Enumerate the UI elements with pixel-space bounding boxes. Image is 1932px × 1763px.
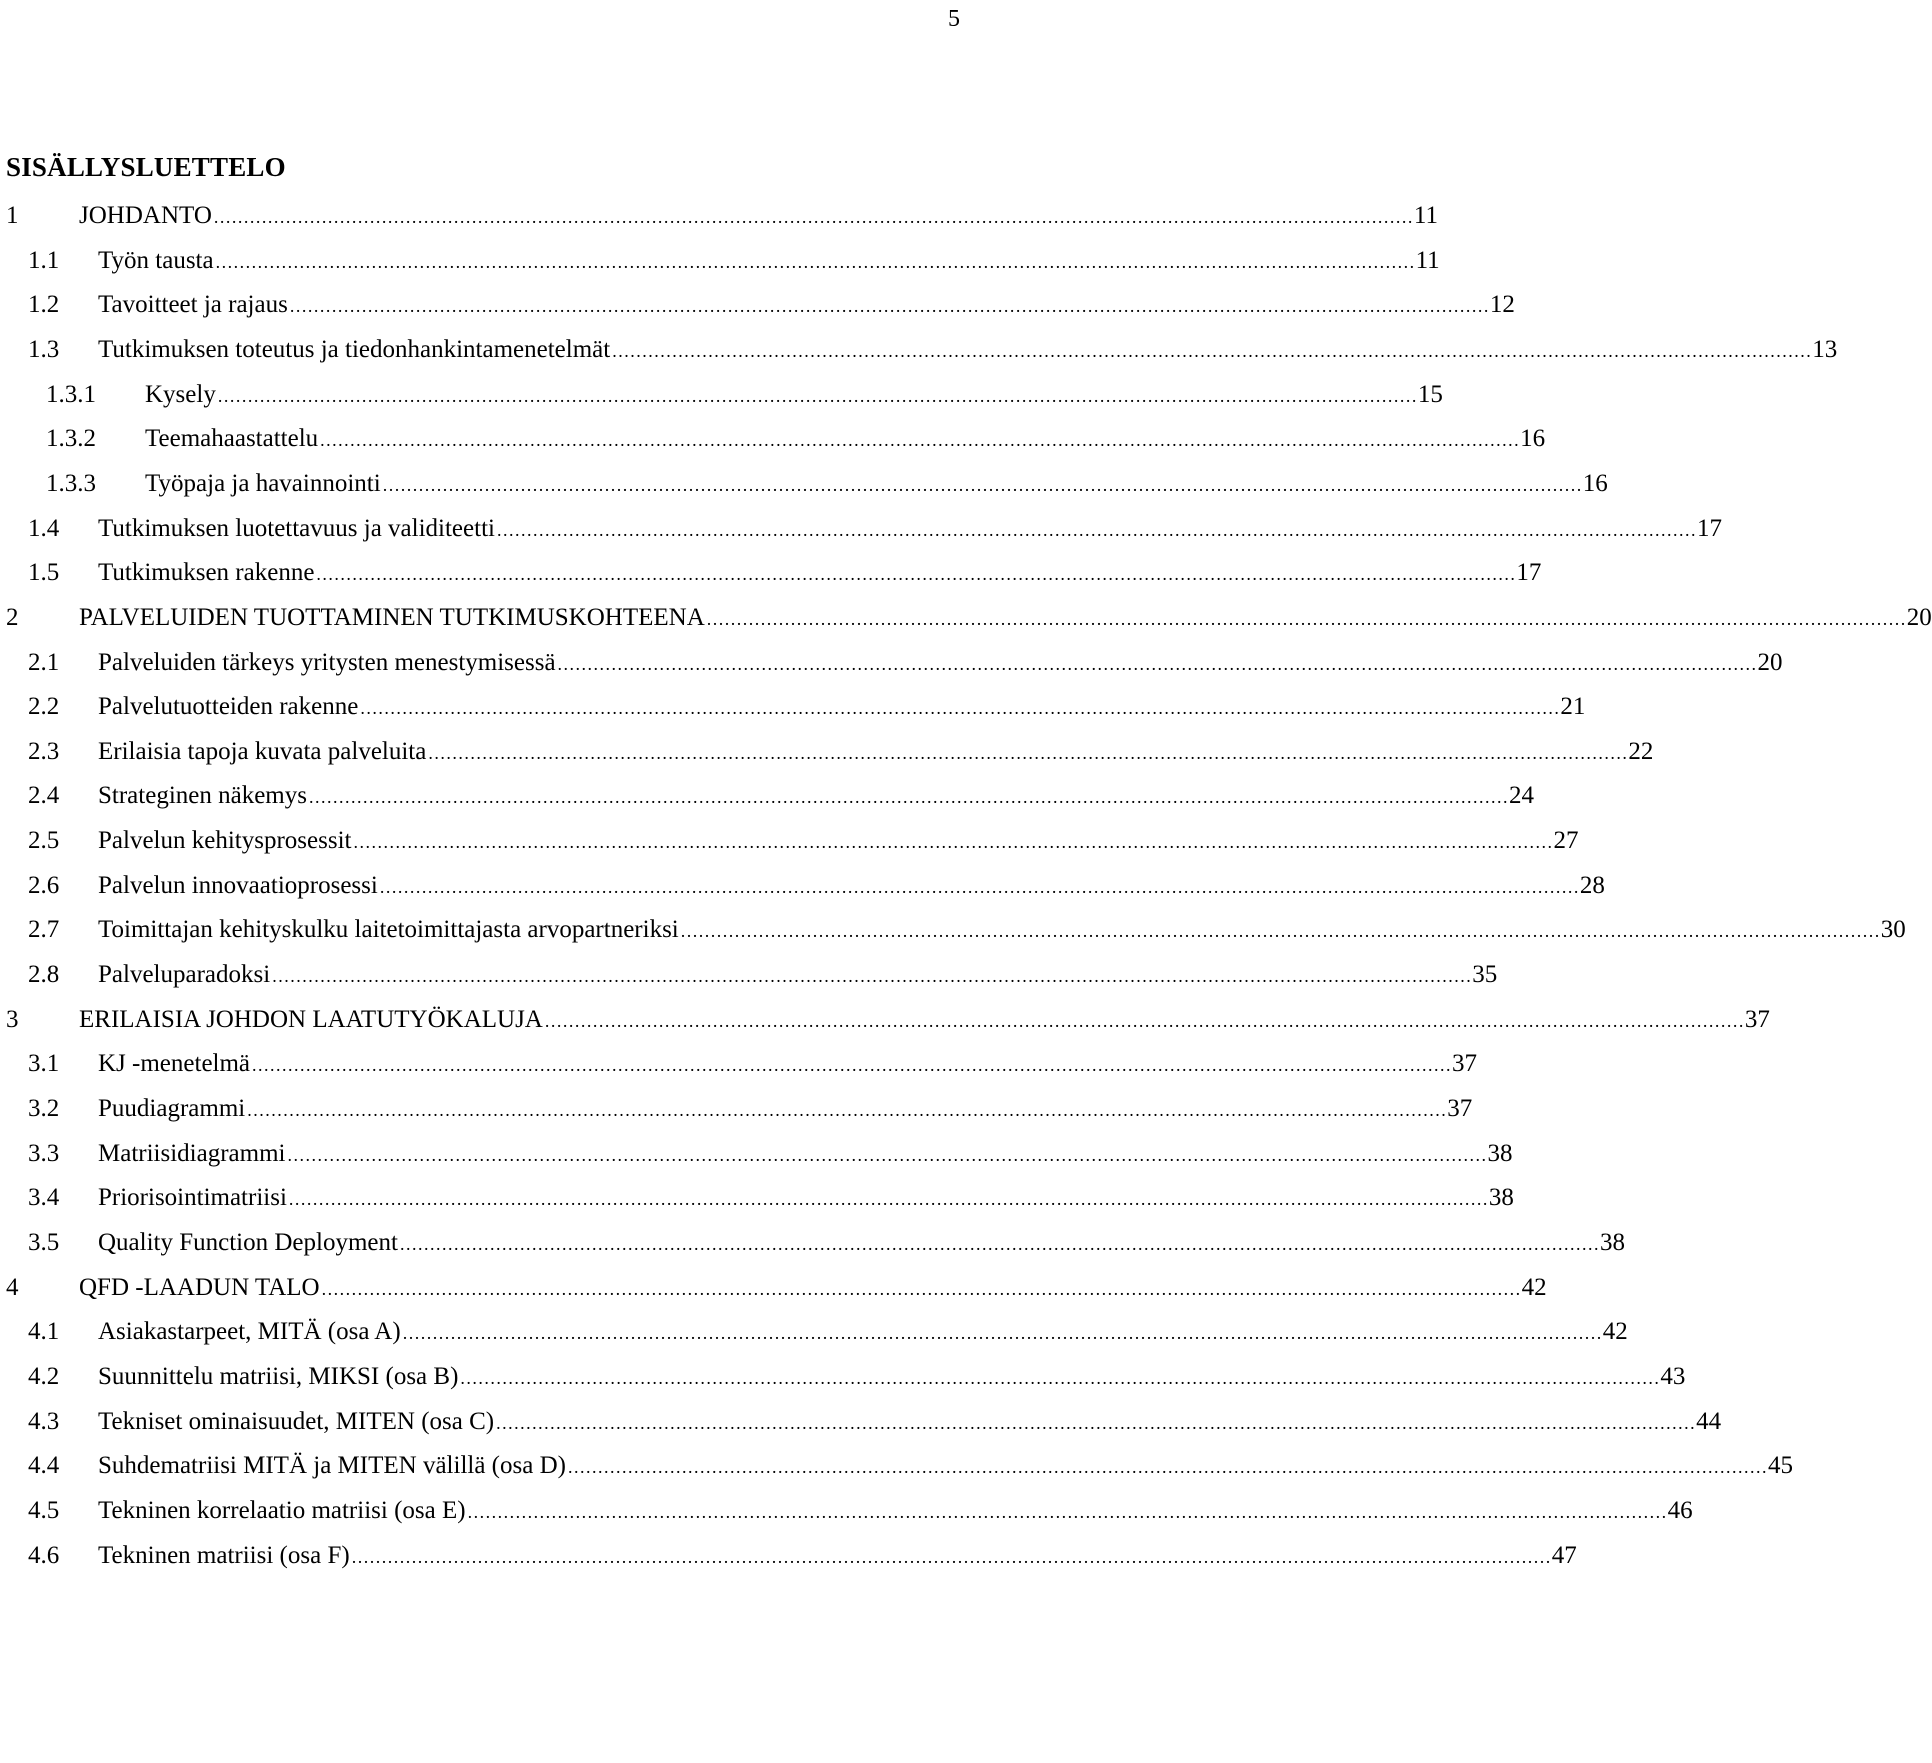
toc-entry-title: Palveluiden tärkeys yritysten menestymisessä [98, 646, 558, 680]
toc-dot-leader: ........................................................................................................................................................................................................ [360, 698, 1561, 719]
toc-dot-leader: ........................................................................................................................................................................................................ [379, 876, 1580, 897]
toc-entry-title: Strateginen näkemys [98, 779, 309, 813]
toc-entry-page: 11 [1416, 244, 1440, 278]
toc-entry-number: 4.1 [28, 1318, 60, 1346]
toc-entry-title: Puudiagrammi [98, 1092, 247, 1126]
toc-dot-leader: ........................................................................................................................................................................................................ [353, 832, 1554, 853]
toc-entry-page: 47 [1552, 1539, 1577, 1573]
toc-dot-leader: ........................................................................................................................................................................................................ [680, 921, 1881, 942]
toc-entry-title: Tekninen matriisi (osa F) [98, 1539, 352, 1573]
toc-entry-title: Tutkimuksen luotettavuus ja validiteetti [98, 512, 497, 546]
toc-entry-number: 2.7 [28, 916, 60, 944]
toc-entry-title: Erilaisia tapoja kuvata palveluita [98, 735, 428, 769]
toc-dot-leader: ........................................................................................................................................................................................................ [217, 385, 1418, 406]
toc-entry[interactable] [0, 1047, 1478, 1081]
toc-dot-leader: ........................................................................................................................................................................................................ [557, 653, 1758, 674]
toc-entry-number: 4.4 [28, 1452, 60, 1480]
toc-entry-title: Toimittajan kehityskulku laitetoimittajasta arvopartneriksi [98, 913, 681, 947]
toc-dot-leader: ........................................................................................................................................................................................................ [460, 1367, 1661, 1388]
toc-dot-leader: ........................................................................................................................................................................................................ [316, 564, 1517, 585]
toc-entry[interactable] [0, 333, 1838, 367]
toc-entry-number: 3.2 [28, 1095, 60, 1122]
toc-entry-title: Teemahaastattelu [145, 422, 320, 456]
toc-entry-number: 2.3 [28, 737, 60, 765]
toc-dot-leader: ........................................................................................................................................................................................................ [382, 474, 1583, 495]
toc-entry-page: 12 [1490, 288, 1515, 322]
toc-entry-title: Tutkimuksen rakenne [98, 556, 316, 590]
toc-entry-number: 1.3.3 [46, 469, 96, 497]
toc-entry-title: Palvelun innovaatioprosessi [98, 869, 380, 903]
toc-entry[interactable] [0, 958, 1498, 992]
toc-entry[interactable] [0, 869, 1605, 903]
toc-entry[interactable] [0, 779, 1534, 813]
toc-entry[interactable] [0, 1315, 1628, 1349]
toc-entry-number: 4.6 [28, 1541, 60, 1569]
toc-dot-leader: ........................................................................................................................................................................................................ [567, 1457, 1768, 1478]
toc-entry-number: 2.4 [28, 782, 60, 810]
toc-entry[interactable] [0, 244, 1440, 278]
toc-entry-page: 16 [1520, 422, 1545, 456]
toc-entry-title: PALVELUIDEN TUOTTAMINEN TUTKIMUSKOHTEENA [79, 601, 707, 635]
toc-entry-title: Priorisointimatriisi [98, 1181, 289, 1215]
toc-entry-page: 38 [1489, 1181, 1514, 1215]
toc-entry-number: 1.1 [28, 246, 60, 274]
toc-entry-number: 2.1 [28, 648, 60, 676]
toc-dot-leader: ........................................................................................................................................................................................................ [215, 251, 1416, 272]
toc-entry-page: 35 [1472, 958, 1497, 992]
toc-entry-title: Palvelun kehitysprosessit [98, 824, 353, 858]
toc-entry-page: 37 [1452, 1047, 1477, 1081]
toc-dot-leader: ........................................................................................................................................................................................................ [467, 1501, 1668, 1522]
toc-entry-number: 4.5 [28, 1496, 60, 1524]
toc-entry-page: 38 [1487, 1137, 1512, 1171]
page-number: 5 [948, 6, 960, 32]
toc-dot-leader: ........................................................................................................................................................................................................ [351, 1546, 1552, 1567]
toc-entry-title: Tutkimuksen toteutus ja tiedonhankintamenetelmät [98, 333, 612, 367]
toc-entry[interactable] [0, 467, 1608, 501]
toc-entry-page: 22 [1628, 735, 1653, 769]
toc-entry-page: 13 [1812, 333, 1837, 367]
toc-entry-page: 17 [1516, 556, 1541, 590]
toc-entry[interactable] [0, 735, 1654, 769]
toc-entry-number: 3.5 [28, 1228, 60, 1256]
toc-dot-leader: ........................................................................................................................................................................................................ [402, 1323, 1603, 1344]
toc-entry-page: 20 [1758, 646, 1783, 680]
toc-entry-title: Tavoitteet ja rajaus [98, 288, 290, 322]
toc-dot-leader: ........................................................................................................................................................................................................ [288, 1189, 1489, 1210]
toc-entry-page: 37 [1447, 1092, 1472, 1126]
toc-entry-number: 2.2 [28, 693, 60, 721]
toc-entry[interactable] [0, 1003, 1770, 1037]
toc-entry-number: 1.3 [28, 335, 60, 363]
toc-entry[interactable] [0, 1226, 1625, 1260]
toc-dot-leader: ........................................................................................................................................................................................................ [612, 340, 1813, 361]
toc-entry-page: 42 [1603, 1315, 1628, 1349]
toc-entry[interactable] [0, 913, 1906, 947]
toc-entry-page: 15 [1418, 378, 1443, 412]
toc-entry[interactable] [0, 601, 1932, 635]
toc-entry-page: 27 [1553, 824, 1578, 858]
toc-dot-leader: ........................................................................................................................................................................................................ [544, 1010, 1745, 1031]
toc-dot-leader: ........................................................................................................................................................................................................ [320, 430, 1521, 451]
toc-entry[interactable] [0, 1092, 1473, 1126]
toc-entry-page: 42 [1522, 1271, 1547, 1305]
toc-entry[interactable] [0, 690, 1586, 724]
toc-entry-title: Palveluparadoksi [98, 958, 272, 992]
toc-entry[interactable] [0, 1181, 1514, 1215]
toc-entry-title: Quality Function Deployment [98, 1226, 400, 1260]
toc-entry[interactable] [0, 199, 1438, 233]
toc-entry[interactable] [0, 1494, 1693, 1528]
toc-dot-leader: ........................................................................................................................................................................................................ [289, 296, 1490, 317]
toc-entry-title: ERILAISIA JOHDON LAATUTYÖKALUJA [79, 1003, 545, 1037]
toc-entry[interactable] [0, 422, 1546, 456]
toc-entry-number: 1 [6, 202, 19, 229]
toc-dot-leader: ........................................................................................................................................................................................................ [428, 742, 1629, 763]
toc-dot-leader: ........................................................................................................................................................................................................ [399, 1233, 1600, 1254]
toc-entry-number: 1.2 [28, 291, 60, 319]
toc-entry-page: 44 [1696, 1405, 1721, 1439]
toc-entry-title: Työpaja ja havainnointi [145, 467, 383, 501]
toc-dot-leader: ........................................................................................................................................................................................................ [287, 1144, 1488, 1165]
toc-entry[interactable] [0, 1360, 1686, 1394]
toc-entry-page: 37 [1745, 1003, 1770, 1037]
toc-entry-title: Työn tausta [98, 244, 216, 278]
toc-entry-title: Palvelutuotteiden rakenne [98, 690, 360, 724]
toc-dot-leader: ........................................................................................................................................................................................................ [496, 519, 1697, 540]
toc-entry-page: 28 [1580, 869, 1605, 903]
toc-entry-number: 4.3 [28, 1407, 60, 1435]
toc-entry-page: 16 [1583, 467, 1608, 501]
toc-entry[interactable] [0, 1449, 1793, 1483]
toc-entry-number: 4 [6, 1273, 19, 1301]
toc-entry-number: 3.1 [28, 1050, 60, 1078]
toc-entry-number: 2.5 [28, 827, 60, 855]
toc-entry-title: Tekninen korrelaatio matriisi (osa E) [98, 1494, 468, 1528]
toc-dot-leader: ........................................................................................................................................................................................................ [213, 207, 1414, 227]
toc-title: SISÄLLYSLUETTELO [6, 152, 286, 182]
toc-dot-leader: ........................................................................................................................................................................................................ [272, 966, 1473, 987]
toc-entry-page: 46 [1668, 1494, 1693, 1528]
toc-dot-leader: ........................................................................................................................................................................................................ [308, 787, 1509, 808]
toc-entry-number: 3 [6, 1005, 19, 1033]
toc-entry-number: 2 [6, 603, 19, 631]
toc-entry[interactable] [0, 1271, 1547, 1305]
toc-dot-leader: ........................................................................................................................................................................................................ [247, 1100, 1448, 1120]
toc-entry[interactable] [0, 1405, 1722, 1439]
toc-dot-leader: ........................................................................................................................................................................................................ [496, 1412, 1697, 1433]
toc-entry-page: 43 [1660, 1360, 1685, 1394]
toc-entry-page: 20 [1907, 601, 1932, 635]
toc-entry[interactable] [0, 556, 1542, 590]
toc-dot-leader: ........................................................................................................................................................................................................ [706, 608, 1907, 629]
toc-entry-title: Kysely [145, 378, 218, 412]
toc-entry-title: Asiakastarpeet, MITÄ (osa A) [98, 1315, 403, 1349]
toc-dot-leader: ........................................................................................................................................................................................................ [252, 1055, 1453, 1076]
toc-entry-title: QFD -LAADUN TALO [79, 1271, 322, 1305]
toc-entry-number: 1.3.2 [46, 425, 96, 453]
toc-entry-page: 17 [1697, 512, 1722, 546]
toc-entry-page: 30 [1881, 913, 1906, 947]
toc-entry-number: 1.5 [28, 559, 60, 587]
toc-entry-number: 3.3 [28, 1139, 60, 1167]
toc-entry-title: Suunnittelu matriisi, MIKSI (osa B) [98, 1360, 460, 1394]
toc-entry[interactable] [0, 1137, 1513, 1171]
toc-entry-title: KJ -menetelmä [98, 1047, 252, 1081]
toc-entry[interactable] [0, 1539, 1577, 1573]
toc-entry-page: 45 [1768, 1449, 1793, 1483]
toc-entry[interactable] [0, 378, 1443, 412]
toc-dot-leader: ........................................................................................................................................................................................................ [321, 1278, 1522, 1299]
toc-entry-page: 11 [1414, 199, 1438, 233]
toc-entry-title: Tekniset ominaisuudet, MITEN (osa C) [98, 1405, 496, 1439]
toc-entry-number: 2.8 [28, 961, 60, 989]
toc-entry-number: 1.3.1 [46, 380, 96, 408]
toc-entry-page: 38 [1600, 1226, 1625, 1260]
toc-entry[interactable] [0, 646, 1783, 680]
toc-entry-number: 4.2 [28, 1362, 60, 1390]
toc-entry-number: 3.4 [28, 1184, 60, 1212]
toc-entry[interactable] [0, 512, 1722, 546]
toc-entry-number: 2.6 [28, 871, 60, 899]
toc-entry-page: 21 [1560, 690, 1585, 724]
toc-entry-title: JOHDANTO [79, 199, 214, 233]
toc-entry[interactable] [0, 824, 1579, 858]
toc-entry-title: Matriisidiagrammi [98, 1137, 287, 1171]
toc-entry[interactable] [0, 288, 1515, 322]
toc-entry-number: 1.4 [28, 514, 60, 542]
toc-entry-page: 24 [1509, 779, 1534, 813]
toc-entry-title: Suhdematriisi MITÄ ja MITEN välillä (osa D) [98, 1449, 568, 1483]
